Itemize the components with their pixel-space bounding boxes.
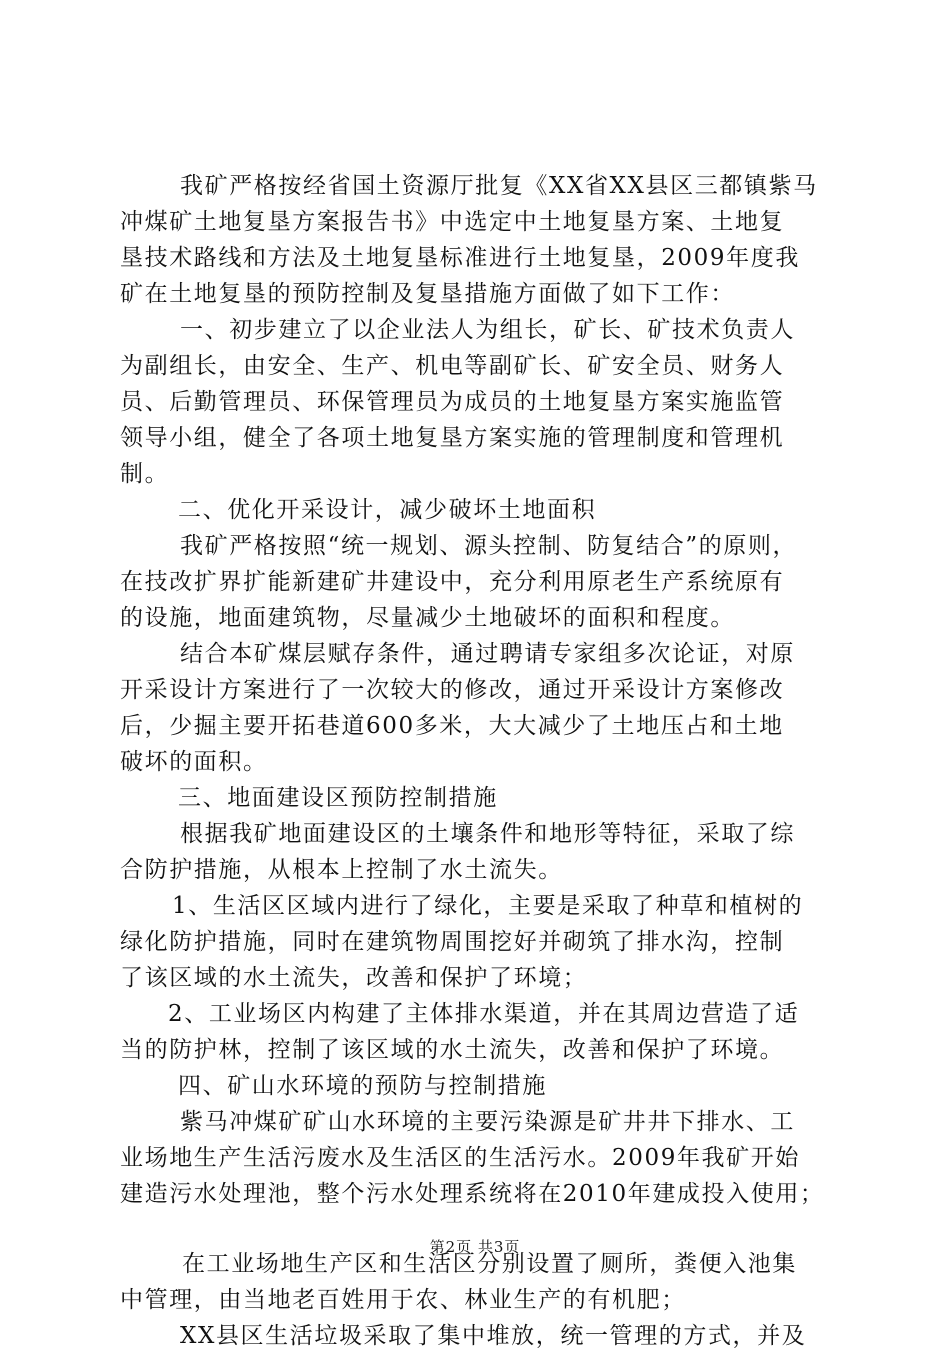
list-item-2: 2、工业场区内构建了主体排水渠道，并在其周边营造了适: [168, 1001, 800, 1027]
section-heading-2: 二、优化开采设计，减少破坏土地面积: [178, 497, 597, 523]
text-line: 领导小组，健全了各项土地复垦方案实施的管理制度和管理机: [120, 425, 785, 451]
text-line: 建造污水处理池，整个污水处理系统将在2010年建成投入使用；: [120, 1181, 825, 1207]
text-line: 在工业场地生产区和生活区分别设置了厕所，粪便入池集: [182, 1251, 797, 1277]
text-line: 矿在土地复垦的预防控制及复垦措施方面做了如下工作：: [120, 281, 735, 307]
text-line: 根据我矿地面建设区的土壤条件和地形等特征，采取了综: [180, 821, 795, 847]
text-line: 的设施，地面建筑物，尽量减少土地破坏的面积和程度。: [120, 605, 735, 631]
text-line: 后，少掘主要开拓巷道600多米，大大减少了土地压占和土地: [120, 713, 784, 739]
text-line: 结合本矿煤层赋存条件，通过聘请专家组多次论证，对原: [180, 641, 795, 667]
text-line: 绿化防护措施，同时在建筑物周围挖好并砌筑了排水沟，控制: [120, 929, 785, 955]
text-line: 开采设计方案进行了一次较大的修改，通过开采设计方案修改: [120, 677, 785, 703]
list-item-1: 1、生活区区域内进行了绿化，主要是采取了种草和植树的: [172, 893, 804, 919]
page-footer: 第2页 共3页: [429, 1238, 521, 1256]
text-line: 当的防护林，控制了该区域的水土流失，改善和保护了环境。: [120, 1037, 785, 1063]
text-line: 破坏的面积。: [120, 749, 268, 775]
text-line: 中管理，由当地老百姓用于农、林业生产的有机肥；: [120, 1287, 686, 1313]
text-line: XX县区生活垃圾采取了集中堆放，统一管理的方式，并及: [180, 1323, 807, 1349]
text-line: 了该区域的水土流失，改善和保护了环境；: [120, 965, 588, 991]
text-line: 冲煤矿土地复垦方案报告书》中选定中土地复垦方案、土地复: [120, 209, 785, 235]
text-line: 我矿严格按照“统一规划、源头控制、防复结合”的原则，: [180, 533, 798, 559]
document-body: [120, 168, 840, 1354]
section-heading-4: 四、矿山水环境的预防与控制措施: [178, 1073, 547, 1099]
text-line: 制。: [120, 461, 170, 487]
text-line: 我矿严格按经省国土资源厅批复《XX省XX县区三都镇紫马: [180, 173, 818, 199]
text-line: 员、后勤管理员、环保管理员为成员的土地复垦方案实施监管: [120, 389, 785, 415]
section-heading-1: 一、初步建立了以企业法人为组长，矿长、矿技术负责人: [180, 317, 795, 343]
text-line: 为副组长，由安全、生产、机电等副矿长、矿安全员、财务人: [120, 353, 785, 379]
text-line: 紫马冲煤矿矿山水环境的主要污染源是矿井井下排水、工: [180, 1109, 795, 1135]
text-line: 垦技术路线和方法及土地复垦标准进行土地复垦，2009年度我: [120, 245, 800, 271]
text-line: 业场地生产生活污废水及生活区的生活污水。2009年我矿开始: [120, 1145, 800, 1171]
text-line: 合防护措施，从根本上控制了水土流失。: [120, 857, 563, 883]
text-line: 在技改扩界扩能新建矿井建设中，充分利用原老生产系统原有: [120, 569, 785, 595]
section-heading-3: 三、地面建设区预防控制措施: [178, 785, 498, 811]
